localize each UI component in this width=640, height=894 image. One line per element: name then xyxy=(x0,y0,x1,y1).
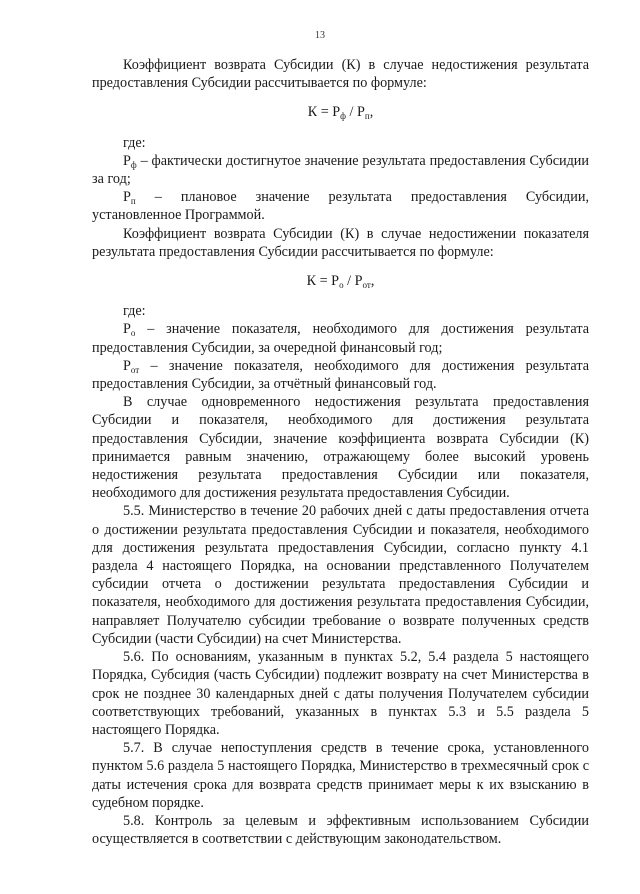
definition-symbol: Р xyxy=(123,357,131,374)
formula-text: К = Р xyxy=(306,273,340,290)
paragraph-simultaneous-non-achievement: В случае одновременного недостижения результата предоставления Субсидии и показателя, необходимого для достижения результата предоставления Субсидии, значение коэффициента возврата Субсидии (К) принимается равным значению, отражающему более высокий уровень недостижения результата предоставления Субсидии или показателя, необходимого для достижения результата предоставления Субсидии. xyxy=(92,394,589,502)
definition-text: – плановое значение результата предоставления Субсидии, установленное Программой. xyxy=(92,189,589,224)
definition-symbol: Р xyxy=(123,152,131,169)
formula-subscript: от xyxy=(362,280,371,291)
paragraph-5-5: 5.5. Министерство в течение 20 рабочих дней с даты предоставления отчета о достижении результата предоставления Субсидии и показателя, необходимого для достижения результата предоставления Субсидии, согласно пункту 4.1 раздела 4 настоящего Порядка, на основании представленного Получателем субсидии отчета о достижении результата предоставления Субсидии и показателя, необходимого для достижения результата предоставления Субсидии, направляет Получателю субсидии требование о возврате полученных средств Субсидии (части Субсидии) на счет Министерства. xyxy=(92,503,589,647)
definition-subscript: от xyxy=(130,364,140,375)
definition-reporting-year-value xyxy=(92,357,589,393)
formula-indicator-coefficient xyxy=(92,272,589,290)
definition-next-year-value xyxy=(92,320,589,356)
definition-subscript: ф xyxy=(130,159,137,170)
paragraph-refund-coefficient-result: Коэффициент возврата Субсидии (К) в случае недостижения результата предоставления Субсидии рассчитывается по формуле: xyxy=(92,57,589,92)
formula-text: , xyxy=(369,104,374,121)
definition-symbol: Р xyxy=(123,189,131,206)
definition-planned-value xyxy=(92,188,589,224)
document-body xyxy=(92,56,589,848)
definition-subscript: п xyxy=(130,196,136,207)
formula-text: / Р xyxy=(343,273,363,290)
definition-text: – значение показателя, необходимого для достижения результата предоставления Субсидии, за отчётный финансовый год. xyxy=(92,357,589,393)
definition-text: – фактически достигнутое значение результата предоставления Субсидии за год; xyxy=(92,152,589,188)
formula-subscript: п xyxy=(364,111,370,122)
formula-text: , xyxy=(370,273,375,290)
formula-result-coefficient xyxy=(92,103,589,121)
formula-subscript: ф xyxy=(340,111,346,122)
definition-symbol: Р xyxy=(123,321,131,338)
definition-text: – значение показателя, необходимого для достижения результата предоставления Субсидии, за очередной финансовый год; xyxy=(92,321,589,356)
paragraph-refund-coefficient-indicator: Коэффициент возврата Субсидии (К) в случае недостижении показателя результата предоставления Субсидии рассчитывается по формуле: xyxy=(92,225,589,260)
formula-text: / Р xyxy=(345,104,365,121)
paragraph-5-7: 5.7. В случае непоступления средств в течение срока, установленного пунктом 5.6 раздела 5 настоящего Порядка, Министерство в трехмесячный срок с даты истечения срока для возврата средств принимает меры к их взысканию в судебном порядке. xyxy=(92,740,589,811)
where-label: где: xyxy=(123,134,146,151)
definition-subscript: о xyxy=(130,328,136,339)
paragraph-5-8: 5.8. Контроль за целевым и эффективным использованием Субсидии осуществляется в соответствии с действующим законодательством. xyxy=(92,812,589,848)
where-label: где: xyxy=(123,303,146,320)
page-number: 13 xyxy=(315,30,325,41)
formula-text: К = Р xyxy=(307,104,341,121)
paragraph-5-6: 5.6. По основаниям, указанным в пунктах 5.2, 5.4 раздела 5 настоящего Порядка, Субсидия (часть Субсидии) подлежит возврату на счет Министерства в срок не позднее 30 календарных дней с даты получения Получателем субсидии соответствующих требований, указанных в пунктах 5.3 и 5.5 раздела 5 настоящего Порядка. xyxy=(92,649,589,738)
formula-subscript: о xyxy=(339,280,344,291)
definition-actual-value xyxy=(92,152,589,188)
